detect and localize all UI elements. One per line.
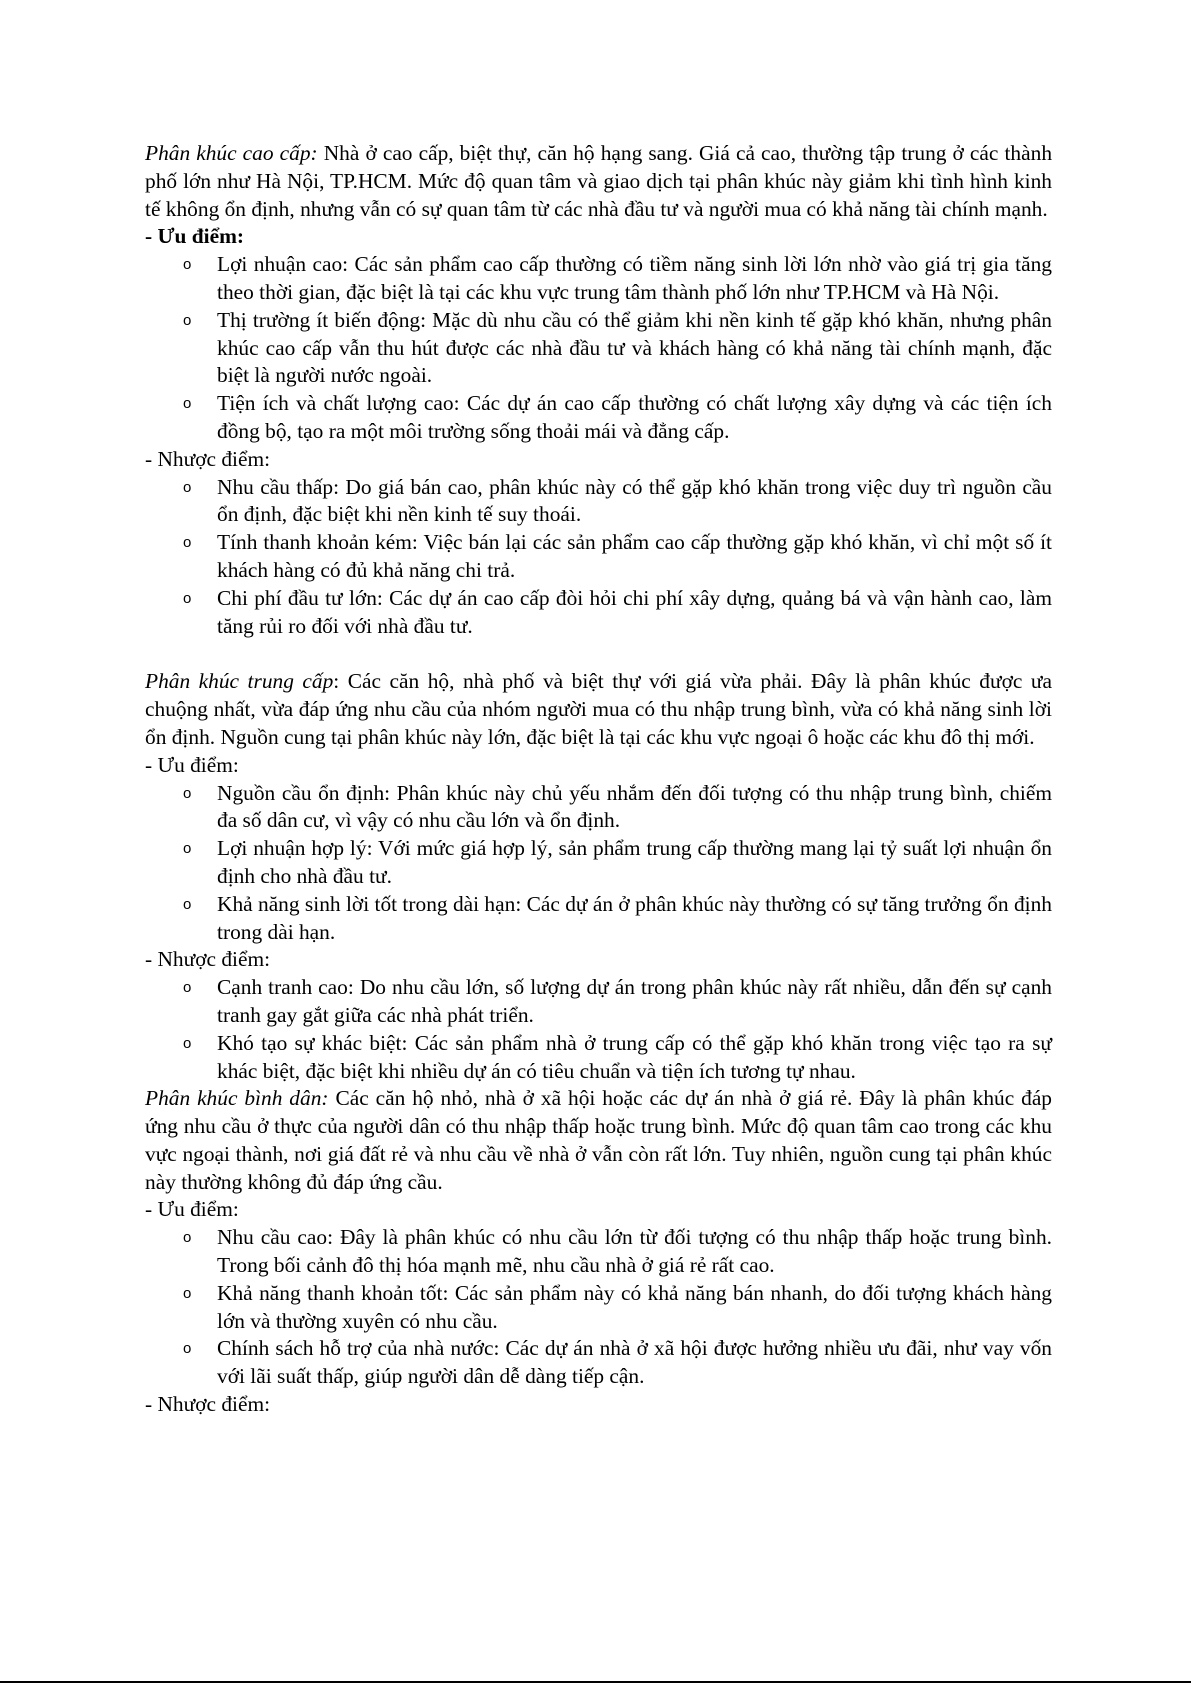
pros-list xyxy=(145,1224,1052,1391)
document-page xyxy=(145,140,1052,1419)
segment-description: Nhà ở cao cấp, biệt thự, căn hộ hạng sang. Giá cả cao, thường tập trung ở các thành phố lớn như Hà Nội, TP.HCM. Mức độ quan tâm và giao dịch tại phân khúc này giảm khi tình hình kinh tế không ổn định, nhưng vẫn có sự quan tâm từ các nhà đầu tư và người mua có khả năng tài chính mạnh. xyxy=(145,141,1053,221)
segment-title: Phân khúc trung cấp xyxy=(145,669,334,694)
list-item: o Nhu cầu cao: Đây là phân khúc có nhu cầu lớn từ đối tượng có thu nhập thấp hoặc trung bình. Trong bối cảnh đô thị hóa mạnh mẽ, nhu cầu nhà ở giá rẻ rất cao. xyxy=(183,1225,1052,1278)
segment-title: Phân khúc cao cấp: xyxy=(145,141,318,165)
segment-description: : Các căn hộ, nhà phố và biệt thự với giá vừa phải. Đây là phân khúc được ưa chuộng nhất, vừa đáp ứng nhu cầu của nhóm người mua có thu nhập trung bình, vừa có khả năng sinh lời ổn định. Nguồn cung tại phân khúc này lớn, đặc biệt là tại các khu vực ngoại ô hoặc các khu đô thị mới. xyxy=(145,669,1052,749)
bullet-icon: o xyxy=(183,1284,192,1302)
segment-description: Các căn hộ nhỏ, nhà ở xã hội hoặc các dự án nhà ở giá rẻ. Đây là phân khúc đáp ứng nhu cầu ở thực của người dân có thu nhập thấp hoặc trung bình. Mức độ quan tâm cao trong các khu vực ngoại thành, nơi giá đất rẻ và nhu cầu về nhà ở vẫn còn rất lớn. Tuy nhiên, nguồn cung tại phân khúc này thường không đủ đáp ứng cầu. xyxy=(145,1086,1053,1194)
segment-intro-mid xyxy=(145,668,1052,751)
pros-label: - Ưu điểm: xyxy=(145,752,239,777)
pros-list xyxy=(145,780,1052,947)
list-item: o Chi phí đầu tư lớn: Các dự án cao cấp đòi hỏi chi phí xây dựng, quảng bá và vận hành cao, làm tăng rủi ro đối với nhà đầu tư. xyxy=(183,585,1052,638)
list-item: o Khả năng thanh khoản tốt: Các sản phẩm này có khả năng bán nhanh, do đối tượng khách hàng lớn và thường xuyên có nhu cầu. xyxy=(183,1280,1052,1333)
list-item: o Lợi nhuận cao: Các sản phẩm cao cấp thường có tiềm năng sinh lời lớn nhờ vào giá trị gia tăng theo thời gian, đặc biệt là tại các khu vực trung tâm thành phố lớn như TP.HCM và Hà Nội. xyxy=(183,252,1052,304)
bullet-icon: o xyxy=(183,256,192,274)
segment-intro-affordable xyxy=(145,1085,1052,1196)
cons-list xyxy=(145,974,1052,1085)
bullet-icon: o xyxy=(183,1034,192,1052)
segment-title: Phân khúc bình dân: xyxy=(145,1086,329,1111)
bullet-icon: o xyxy=(183,784,192,802)
list-item: o Lợi nhuận hợp lý: Với mức giá hợp lý, sản phẩm trung cấp thường mang lại tỷ suất lợi nhuận ổn định cho nhà đầu tư. xyxy=(183,836,1052,888)
bullet-icon: o xyxy=(183,979,192,997)
bullet-icon: o xyxy=(183,589,192,607)
bullet-icon: o xyxy=(183,1229,192,1247)
list-item: o Chính sách hỗ trợ của nhà nước: Các dự án nhà ở xã hội được hưởng nhiều ưu đãi, như vay vốn với lãi suất thấp, giúp người dân dễ dàng tiếp cận. xyxy=(183,1336,1052,1389)
cons-label: - Nhược điểm: xyxy=(145,1392,271,1417)
blank-line xyxy=(145,640,1052,668)
bullet-icon: o xyxy=(183,1340,192,1358)
pros-list xyxy=(145,251,1052,446)
cons-list xyxy=(145,474,1052,641)
bullet-icon: o xyxy=(183,895,192,913)
list-item: o Tính thanh khoản kém: Việc bán lại các sản phẩm cao cấp thường gặp khó khăn, vì chỉ một số ít khách hàng có đủ khả năng chi trả. xyxy=(183,530,1052,582)
list-item: o Tiện ích và chất lượng cao: Các dự án cao cấp thường có chất lượng xây dựng và các tiện ích đồng bộ, tạo ra một môi trường sống thoải mái và đẳng cấp. xyxy=(183,391,1052,443)
bullet-icon: o xyxy=(183,478,192,496)
segment-intro-premium xyxy=(145,140,1052,223)
bullet-icon: o xyxy=(183,395,192,413)
bullet-icon: o xyxy=(183,311,192,329)
list-item: o Khó tạo sự khác biệt: Các sản phẩm nhà ở trung cấp có thể gặp khó khăn trong việc tạo ra sự khác biệt, đặc biệt khi nhiều dự án có tiêu chuẩn và tiện ích tương tự nhau. xyxy=(183,1030,1052,1083)
list-item: o Nguồn cầu ổn định: Phân khúc này chủ yếu nhắm đến đối tượng có thu nhập trung bình, chiếm đa số dân cư, vì vậy có nhu cầu lớn và ổn định. xyxy=(183,780,1052,833)
bullet-icon: o xyxy=(183,534,192,552)
pros-label: - Ưu điểm: xyxy=(145,1197,239,1222)
list-item: o Nhu cầu thấp: Do giá bán cao, phân khúc này có thể gặp khó khăn trong việc duy trì nguồn cầu ổn định, đặc biệt khi nền kinh tế suy thoái. xyxy=(183,474,1052,527)
pros-label: - Ưu điểm: xyxy=(145,224,245,249)
list-item: o Khả năng sinh lời tốt trong dài hạn: Các dự án ở phân khúc này thường có sự tăng trưởng ổn định trong dài hạn. xyxy=(183,891,1052,944)
bullet-icon: o xyxy=(183,840,192,858)
list-item: o Thị trường ít biến động: Mặc dù nhu cầu có thể giảm khi nền kinh tế gặp khó khăn, nhưng phân khúc cao cấp vẫn thu hút được các nhà đầu tư và khách hàng có khả năng tài chính mạnh, đặc biệt là người nước ngoài. xyxy=(183,307,1052,388)
page-bottom-rule xyxy=(0,1681,1191,1683)
list-item: o Cạnh tranh cao: Do nhu cầu lớn, số lượng dự án trong phân khúc này rất nhiều, dẫn đến sự cạnh tranh gay gắt giữa các nhà phát triển. xyxy=(183,975,1052,1027)
cons-label: - Nhược điểm: xyxy=(145,947,271,972)
cons-label: - Nhược điểm: xyxy=(145,446,271,471)
